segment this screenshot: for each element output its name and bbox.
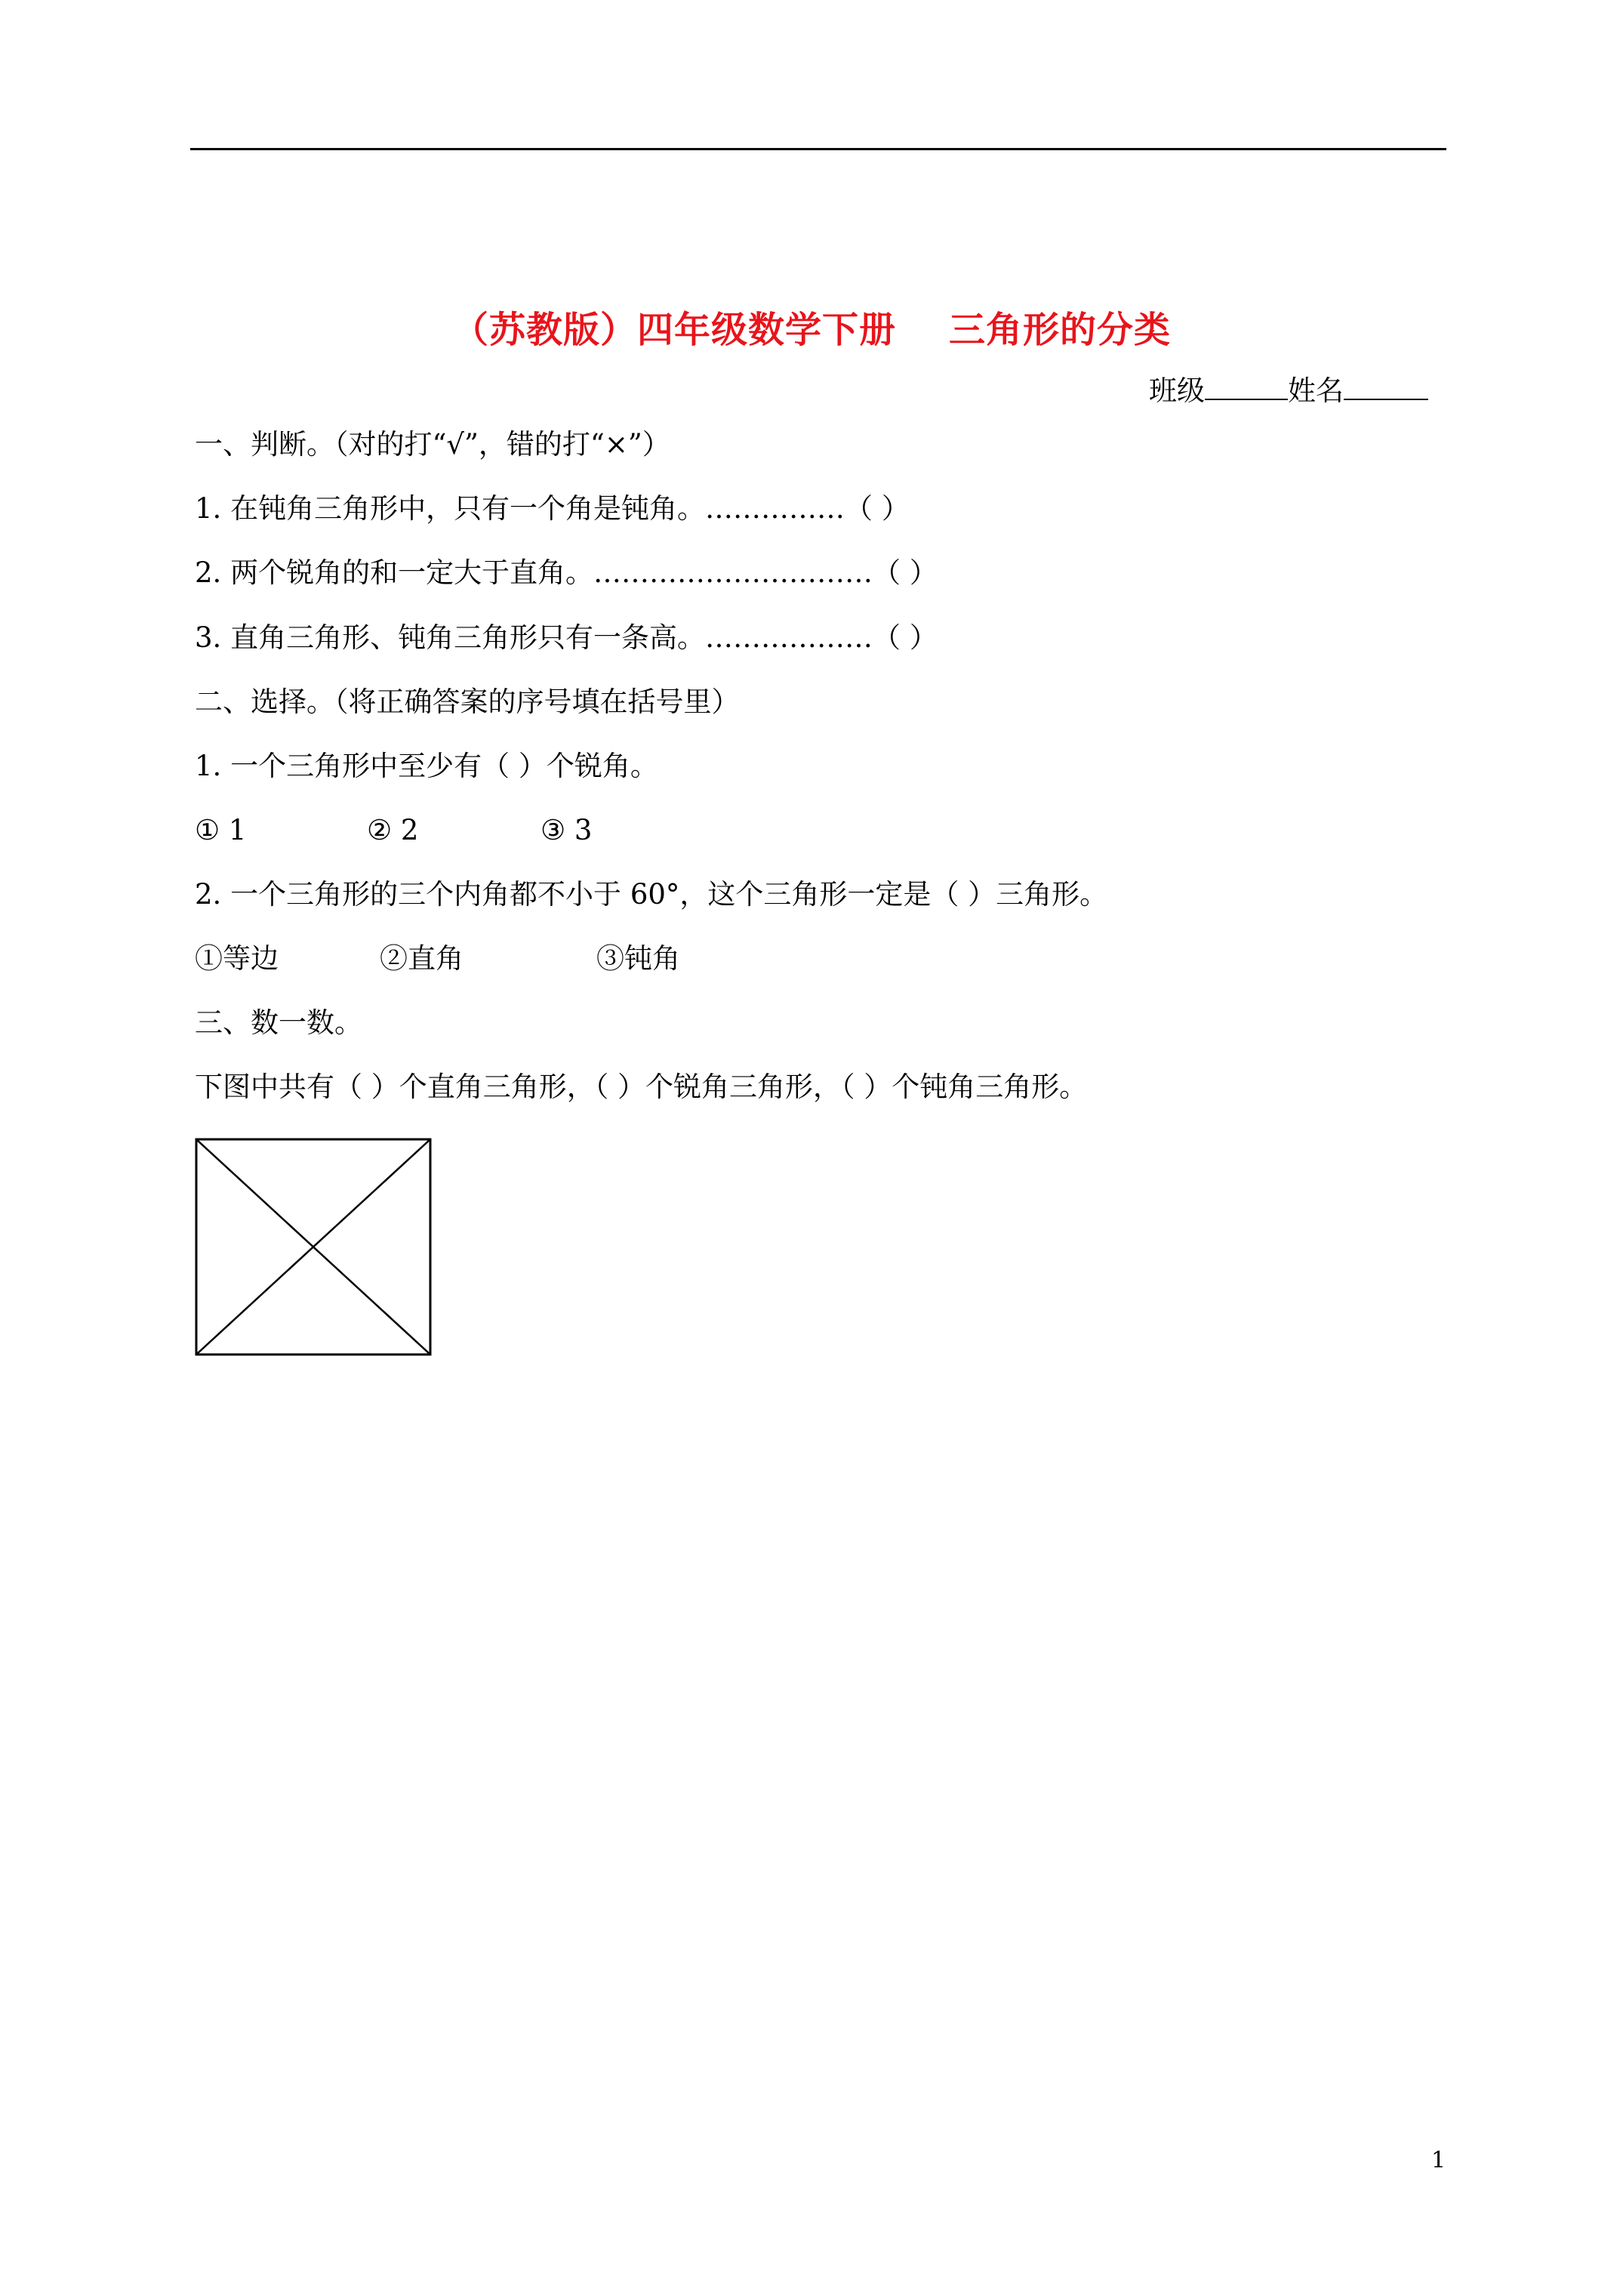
section1-heading: 一、判断。（对的打“√”，错的打“×”） [195, 428, 670, 461]
section2-q2-option-1: ①等边 [195, 942, 279, 975]
section1-item-2: 2. 两个锐角的和一定大于直角。…………………………（ ） [195, 556, 938, 589]
section3-question: 下图中共有（ ）个直角三角形，（ ）个锐角三角形，（ ）个钝角三角形。 [195, 1071, 1088, 1103]
square-diagonals-figure [195, 1138, 433, 1358]
section2-q2: 2. 一个三角形的三个内角都不小于 60°，这个三角形一定是（ ）三角形。 [195, 878, 1108, 911]
section2-q1-option-1: ① 1 [195, 814, 247, 846]
page-title [0, 300, 1623, 353]
header-rule [190, 148, 1446, 150]
page-number: 1 [1431, 2147, 1446, 2174]
section2-q2-option-2: ②直角 [380, 942, 463, 975]
student-info [1149, 376, 1428, 405]
section3-heading: 三、数一数。 [195, 1006, 362, 1039]
section2-q2-option-3: ③钝角 [596, 942, 680, 975]
section2-q1-option-3: ③ 3 [540, 814, 593, 846]
class-blank[interactable] [1205, 376, 1288, 400]
class-label: 班级 [1149, 374, 1205, 407]
section1-item-1: 1. 在钝角三角形中，只有一个角是钝角。……………（ ） [195, 492, 910, 525]
title-part1: （苏教版）四年级数学下册 [451, 309, 896, 351]
name-label: 姓名 [1288, 374, 1344, 407]
section2-q1: 1. 一个三角形中至少有（ ）个锐角。 [195, 750, 658, 782]
section2-heading: 二、选择。（将正确答案的序号填在括号里） [195, 686, 740, 718]
section2-q1-option-2: ② 2 [367, 814, 419, 846]
title-part2: 三角形的分类 [949, 309, 1172, 351]
name-blank[interactable] [1344, 376, 1428, 400]
section1-item-3: 3. 直角三角形、钝角三角形只有一条高。………………（ ） [195, 621, 938, 654]
